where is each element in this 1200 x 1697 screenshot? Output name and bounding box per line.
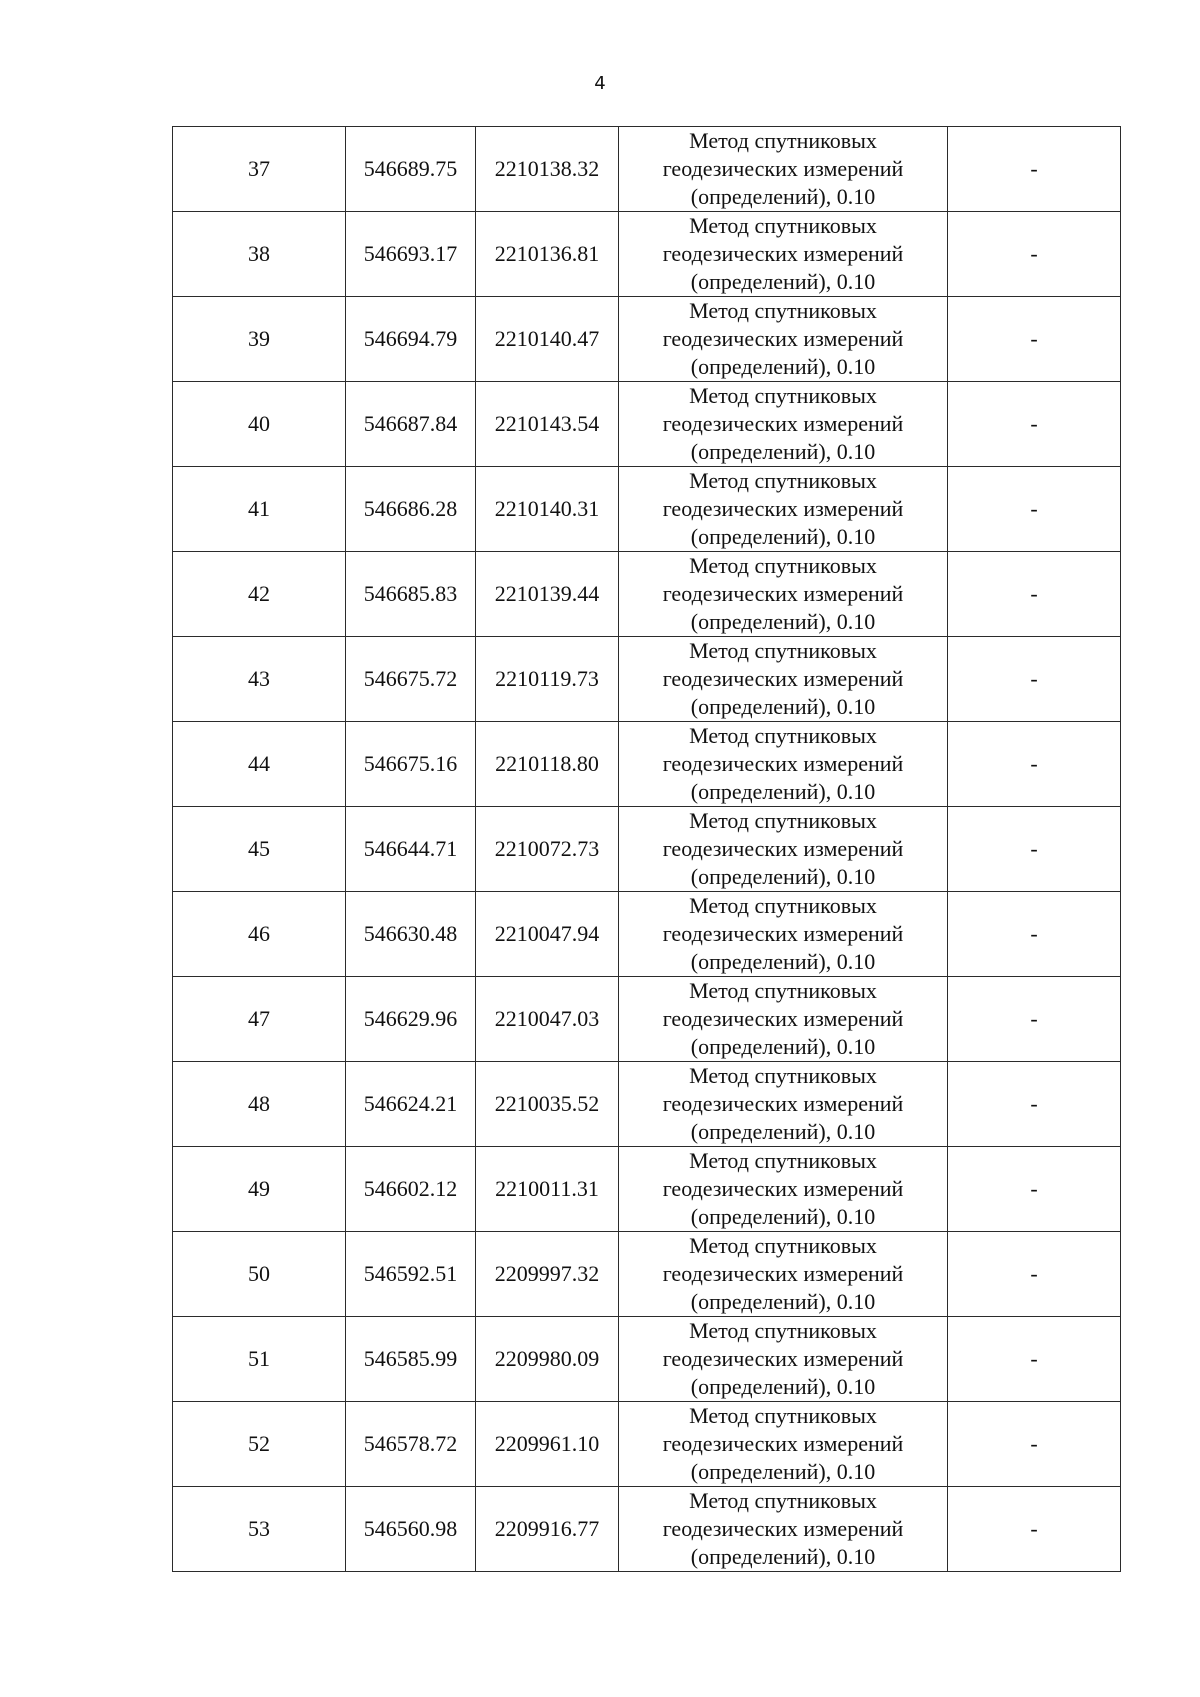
- method-cell: [619, 212, 948, 297]
- note-cell: -: [948, 637, 1121, 722]
- method-line: геодезических измерений: [662, 836, 904, 861]
- method-line: Метод спутниковых: [689, 1318, 877, 1343]
- x-coordinate-cell: 546675.16: [346, 722, 476, 807]
- table-row: [173, 807, 1121, 892]
- x-coordinate-cell: 546602.12: [346, 1147, 476, 1232]
- method-line: Метод спутниковых: [689, 723, 877, 748]
- method-line: геодезических измерений: [662, 1006, 904, 1031]
- method-line: (определений), 0.10: [690, 1459, 876, 1484]
- y-coordinate-cell: 2210119.73: [476, 637, 619, 722]
- y-coordinate-cell: 2209961.10: [476, 1402, 619, 1487]
- y-coordinate-cell: 2210011.31: [476, 1147, 619, 1232]
- point-number-cell: 53: [173, 1487, 346, 1572]
- method-line: геодезических измерений: [662, 1516, 904, 1541]
- method-cell: [619, 1402, 948, 1487]
- method-line: геодезических измерений: [662, 921, 904, 946]
- method-line: Метод спутниковых: [689, 1403, 877, 1428]
- note-cell: -: [948, 212, 1121, 297]
- point-number-cell: 40: [173, 382, 346, 467]
- method-line: Метод спутниковых: [689, 638, 877, 663]
- y-coordinate-cell: 2210072.73: [476, 807, 619, 892]
- point-number-cell: 38: [173, 212, 346, 297]
- table-row: [173, 467, 1121, 552]
- method-cell: [619, 1317, 948, 1402]
- method-line: Метод спутниковых: [689, 978, 877, 1003]
- y-coordinate-cell: 2210139.44: [476, 552, 619, 637]
- method-cell: [619, 1232, 948, 1317]
- method-line: Метод спутниковых: [689, 1488, 877, 1513]
- x-coordinate-cell: 546630.48: [346, 892, 476, 977]
- y-coordinate-cell: 2210118.80: [476, 722, 619, 807]
- method-line: (определений), 0.10: [690, 1544, 876, 1569]
- method-cell: [619, 552, 948, 637]
- x-coordinate-cell: 546644.71: [346, 807, 476, 892]
- table-row: [173, 1062, 1121, 1147]
- table-row: [173, 552, 1121, 637]
- method-line: (определений), 0.10: [690, 184, 876, 209]
- method-line: геодезических измерений: [662, 156, 904, 181]
- method-line: (определений), 0.10: [690, 269, 876, 294]
- method-line: (определений), 0.10: [690, 439, 876, 464]
- point-number-cell: 45: [173, 807, 346, 892]
- table-row: [173, 637, 1121, 722]
- method-line: геодезических измерений: [662, 581, 904, 606]
- point-number-cell: 44: [173, 722, 346, 807]
- method-cell: [619, 127, 948, 212]
- method-line: (определений), 0.10: [690, 864, 876, 889]
- note-cell: -: [948, 1232, 1121, 1317]
- method-line: Метод спутниковых: [689, 128, 877, 153]
- method-cell: [619, 637, 948, 722]
- table-row: [173, 212, 1121, 297]
- y-coordinate-cell: 2209997.32: [476, 1232, 619, 1317]
- method-line: геодезических измерений: [662, 241, 904, 266]
- method-line: Метод спутниковых: [689, 383, 877, 408]
- note-cell: -: [948, 552, 1121, 637]
- y-coordinate-cell: 2210047.03: [476, 977, 619, 1062]
- y-coordinate-cell: 2210035.52: [476, 1062, 619, 1147]
- point-number-cell: 37: [173, 127, 346, 212]
- x-coordinate-cell: 546694.79: [346, 297, 476, 382]
- note-cell: -: [948, 1147, 1121, 1232]
- method-line: (определений), 0.10: [690, 609, 876, 634]
- y-coordinate-cell: 2209916.77: [476, 1487, 619, 1572]
- method-line: (определений), 0.10: [690, 524, 876, 549]
- method-line: геодезических измерений: [662, 1091, 904, 1116]
- point-number-cell: 52: [173, 1402, 346, 1487]
- point-number-cell: 49: [173, 1147, 346, 1232]
- x-coordinate-cell: 546629.96: [346, 977, 476, 1062]
- point-number-cell: 51: [173, 1317, 346, 1402]
- x-coordinate-cell: 546685.83: [346, 552, 476, 637]
- y-coordinate-cell: 2210047.94: [476, 892, 619, 977]
- x-coordinate-cell: 546585.99: [346, 1317, 476, 1402]
- y-coordinate-cell: 2210143.54: [476, 382, 619, 467]
- x-coordinate-cell: 546592.51: [346, 1232, 476, 1317]
- note-cell: -: [948, 807, 1121, 892]
- point-number-cell: 46: [173, 892, 346, 977]
- point-number-cell: 47: [173, 977, 346, 1062]
- method-line: (определений), 0.10: [690, 1204, 876, 1229]
- method-line: Метод спутниковых: [689, 893, 877, 918]
- table-row: [173, 892, 1121, 977]
- note-cell: -: [948, 297, 1121, 382]
- method-line: Метод спутниковых: [689, 213, 877, 238]
- note-cell: -: [948, 722, 1121, 807]
- method-line: Метод спутниковых: [689, 1233, 877, 1258]
- point-number-cell: 43: [173, 637, 346, 722]
- y-coordinate-cell: 2210136.81: [476, 212, 619, 297]
- x-coordinate-cell: 546687.84: [346, 382, 476, 467]
- table-row: [173, 297, 1121, 382]
- method-line: геодезических измерений: [662, 1346, 904, 1371]
- method-line: (определений), 0.10: [690, 1034, 876, 1059]
- y-coordinate-cell: 2210140.47: [476, 297, 619, 382]
- method-line: геодезических измерений: [662, 1261, 904, 1286]
- method-cell: [619, 467, 948, 552]
- note-cell: -: [948, 1317, 1121, 1402]
- method-line: Метод спутниковых: [689, 298, 877, 323]
- method-line: геодезических измерений: [662, 1431, 904, 1456]
- method-cell: [619, 807, 948, 892]
- method-cell: [619, 1062, 948, 1147]
- point-number-cell: 48: [173, 1062, 346, 1147]
- y-coordinate-cell: 2210140.31: [476, 467, 619, 552]
- point-number-cell: 41: [173, 467, 346, 552]
- method-cell: [619, 297, 948, 382]
- table-row: [173, 1317, 1121, 1402]
- method-line: Метод спутниковых: [689, 1148, 877, 1173]
- method-line: (определений), 0.10: [690, 1374, 876, 1399]
- method-line: (определений), 0.10: [690, 779, 876, 804]
- x-coordinate-cell: 546560.98: [346, 1487, 476, 1572]
- method-cell: [619, 1487, 948, 1572]
- x-coordinate-cell: 546624.21: [346, 1062, 476, 1147]
- x-coordinate-cell: 546675.72: [346, 637, 476, 722]
- table-row: [173, 722, 1121, 807]
- table-row: [173, 127, 1121, 212]
- note-cell: -: [948, 127, 1121, 212]
- method-line: Метод спутниковых: [689, 468, 877, 493]
- x-coordinate-cell: 546578.72: [346, 1402, 476, 1487]
- table-row: [173, 1232, 1121, 1317]
- x-coordinate-cell: 546693.17: [346, 212, 476, 297]
- method-line: (определений), 0.10: [690, 694, 876, 719]
- method-line: геодезических измерений: [662, 496, 904, 521]
- page-number: 4: [594, 73, 606, 94]
- point-number-cell: 39: [173, 297, 346, 382]
- method-line: Метод спутниковых: [689, 553, 877, 578]
- table-row: [173, 977, 1121, 1062]
- note-cell: -: [948, 892, 1121, 977]
- point-number-cell: 50: [173, 1232, 346, 1317]
- y-coordinate-cell: 2210138.32: [476, 127, 619, 212]
- note-cell: -: [948, 1062, 1121, 1147]
- method-line: геодезических измерений: [662, 751, 904, 776]
- table-row: [173, 1147, 1121, 1232]
- note-cell: -: [948, 977, 1121, 1062]
- point-number-cell: 42: [173, 552, 346, 637]
- table-row: [173, 1487, 1121, 1572]
- method-cell: [619, 382, 948, 467]
- method-line: (определений), 0.10: [690, 1289, 876, 1314]
- method-line: (определений), 0.10: [690, 354, 876, 379]
- table-row: [173, 1402, 1121, 1487]
- table-row: [173, 382, 1121, 467]
- note-cell: -: [948, 1487, 1121, 1572]
- method-cell: [619, 722, 948, 807]
- method-cell: [619, 977, 948, 1062]
- method-line: геодезических измерений: [662, 326, 904, 351]
- method-line: (определений), 0.10: [690, 949, 876, 974]
- coordinates-table-body: [173, 127, 1121, 1572]
- method-line: Метод спутниковых: [689, 808, 877, 833]
- note-cell: -: [948, 1402, 1121, 1487]
- method-line: геодезических измерений: [662, 1176, 904, 1201]
- method-cell: [619, 1147, 948, 1232]
- method-cell: [619, 892, 948, 977]
- method-line: геодезических измерений: [662, 666, 904, 691]
- x-coordinate-cell: 546689.75: [346, 127, 476, 212]
- coordinates-table: [172, 126, 1121, 1572]
- x-coordinate-cell: 546686.28: [346, 467, 476, 552]
- y-coordinate-cell: 2209980.09: [476, 1317, 619, 1402]
- method-line: (определений), 0.10: [690, 1119, 876, 1144]
- method-line: Метод спутниковых: [689, 1063, 877, 1088]
- note-cell: -: [948, 467, 1121, 552]
- method-line: геодезических измерений: [662, 411, 904, 436]
- note-cell: -: [948, 382, 1121, 467]
